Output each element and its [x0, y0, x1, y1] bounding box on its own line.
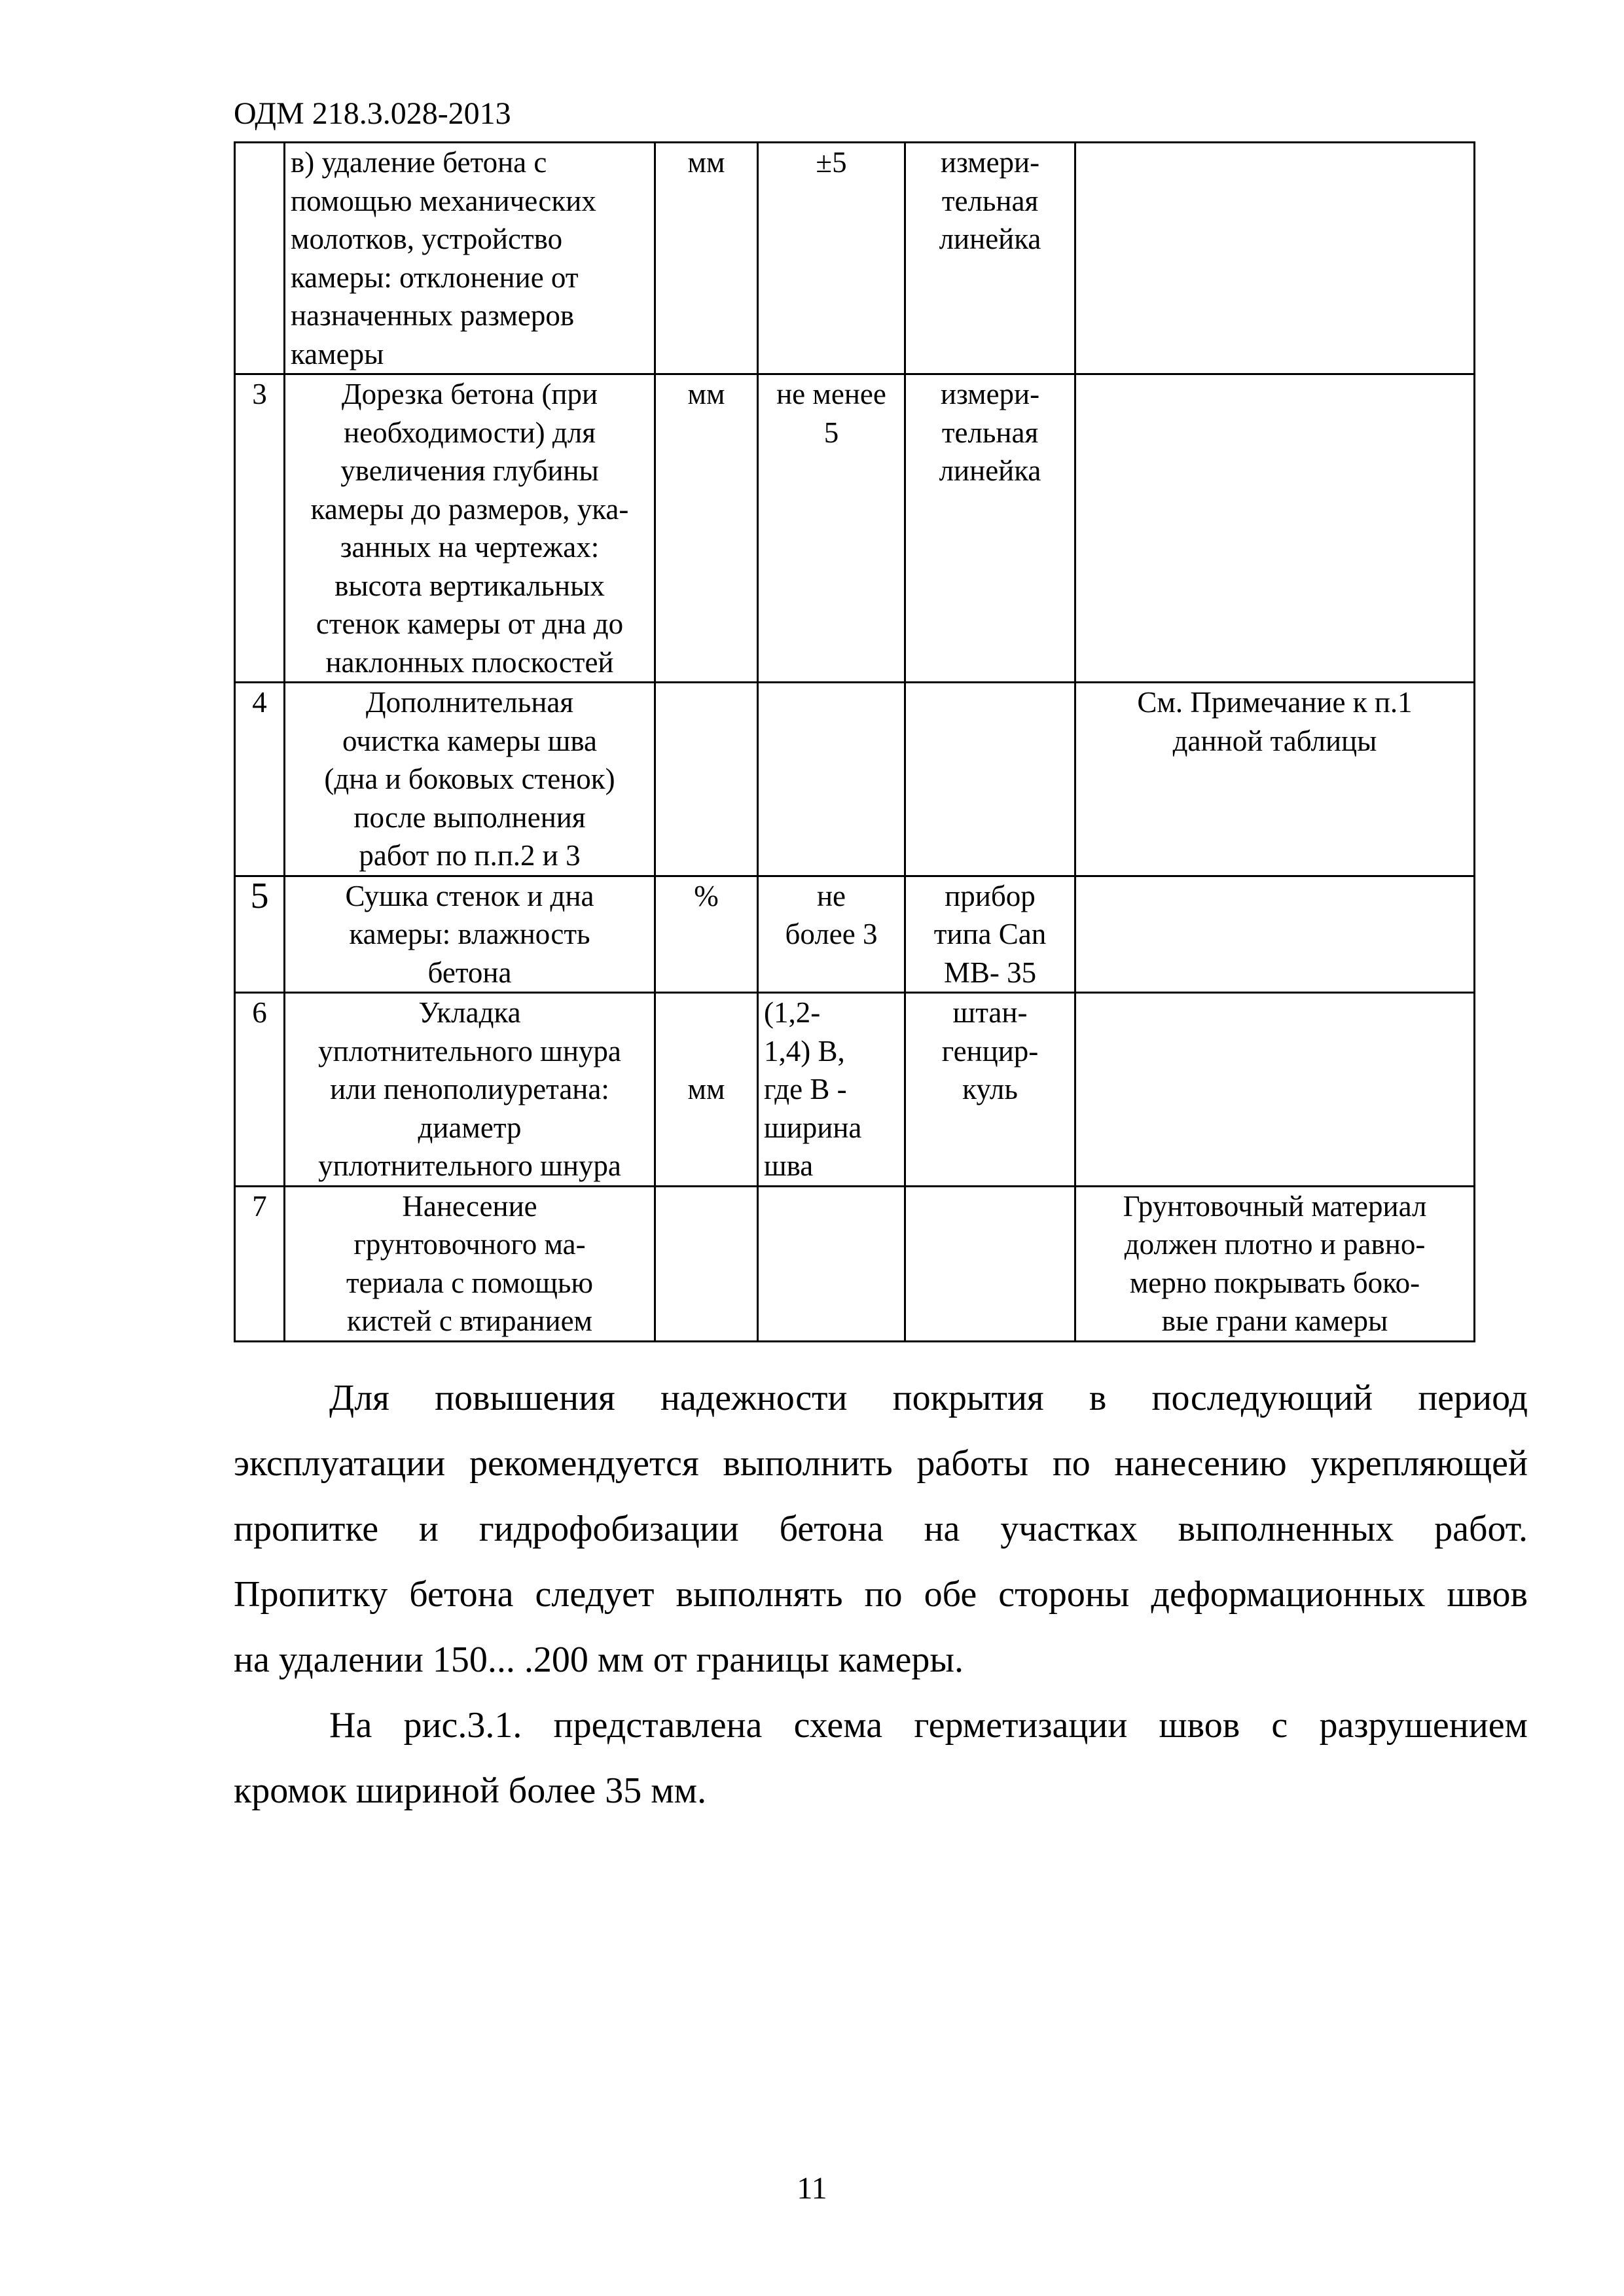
operation-description-cell-line: очистка камеры шва: [342, 724, 597, 757]
operation-description-cell-line: диаметр: [418, 1111, 522, 1144]
operation-description-cell-line: молотков, устройство: [291, 223, 563, 255]
control-tool-cell-line: типа Can: [933, 918, 1047, 950]
control-tool-cell-line: тельная: [941, 416, 1039, 449]
paragraph-reinforcing-impregnation: [234, 1365, 1528, 1693]
control-tool-cell-line: MB- 35: [943, 956, 1037, 989]
operation-description-cell-line: камеры: влажность: [349, 918, 590, 950]
operation-description-cell-line: грунтовочного ма-: [353, 1228, 586, 1261]
operation-description-cell-line: Укладка: [418, 996, 521, 1029]
control-tool-cell: [905, 143, 1075, 374]
operation-description-cell-line: бетона: [427, 956, 512, 989]
operation-description-cell-line: териала с помощью: [346, 1266, 593, 1299]
row-number-cell: [235, 143, 285, 374]
row-number: 6: [252, 996, 267, 1029]
paragraph-figure-reference: [234, 1693, 1528, 1823]
operation-description-cell-line: Дополнительная: [365, 686, 574, 719]
control-tool-cell: [905, 876, 1075, 993]
row-number-cell: [235, 1186, 285, 1341]
operation-description-cell-line: увеличения глубины: [340, 454, 599, 487]
operation-description-cell: [285, 1186, 655, 1341]
operation-description-cell-line: камеры: [291, 337, 384, 370]
tolerance-value-cell: [758, 1186, 905, 1341]
table-row: [235, 1186, 1475, 1341]
table-row: [235, 143, 1475, 374]
paragraph-line: на удалении 150... .200 мм от границы камеры.: [234, 1640, 964, 1680]
row-number-cell: [235, 683, 285, 876]
control-tool-cell-line: линейка: [939, 454, 1041, 487]
specification-table: [234, 141, 1475, 1342]
paragraph-line: Для повышения надежности покрытия в последующий период: [329, 1378, 1528, 1418]
unit-value: %: [694, 879, 719, 912]
note-cell: [1075, 993, 1475, 1187]
tolerance-value-cell-line: (1,2-: [764, 996, 821, 1029]
paragraph-line: На рис.3.1. представлена схема герметизации швов с разрушением: [329, 1705, 1528, 1746]
operation-description-cell-line: необходимости) для: [344, 416, 596, 449]
unit-cell: [655, 993, 758, 1187]
note-cell: [1075, 374, 1475, 683]
note-cell-line: Грунтовочный материал: [1123, 1189, 1427, 1223]
unit-value: мм: [687, 146, 725, 179]
row-number: 7: [252, 1189, 267, 1223]
operation-description-cell: [285, 683, 655, 876]
operation-description-cell-line: камеры до размеров, ука-: [310, 492, 629, 526]
page-number: 11: [797, 2171, 827, 2206]
tolerance-value-cell-line: ±5: [816, 146, 847, 179]
row-number-cell: [235, 876, 285, 993]
tolerance-value-cell: [758, 374, 905, 683]
paragraph-line: эксплуатации рекомендуется выполнить работы по нанесению укрепляющей: [234, 1443, 1528, 1484]
operation-description-cell-line: камеры: отклонение от: [291, 260, 579, 294]
tolerance-value-cell-line: не: [816, 879, 846, 912]
tolerance-value-cell-line: более 3: [785, 918, 878, 950]
control-tool-cell: [905, 1186, 1075, 1341]
operation-description-cell-line: работ по п.п.2 и 3: [359, 839, 581, 872]
operation-description-cell-line: наклонных плоскостей: [325, 645, 614, 679]
note-cell-line: мерно покрывать боко-: [1129, 1266, 1420, 1299]
operation-description-cell-line: уплотнительного шнура: [318, 1149, 621, 1182]
table-row: [235, 374, 1475, 683]
operation-description-cell-line: Нанесение: [402, 1189, 537, 1223]
note-cell-line: См. Примечание к п.1: [1137, 686, 1413, 719]
unit-cell: [655, 374, 758, 683]
unit-cell: [655, 143, 758, 374]
operation-description-cell: [285, 143, 655, 374]
row-number-cell: [235, 374, 285, 683]
unit-cell: [655, 876, 758, 993]
control-tool-cell-line: измери-: [940, 146, 1040, 179]
tolerance-value-cell: [758, 143, 905, 374]
tolerance-value-cell-line: не менее: [776, 378, 886, 410]
unit-cell: [655, 683, 758, 876]
tolerance-value-cell: [758, 993, 905, 1187]
operation-description-cell: [285, 374, 655, 683]
note-cell: [1075, 1186, 1475, 1341]
control-tool-cell: [905, 374, 1075, 683]
note-cell: [1075, 876, 1475, 993]
operation-description-cell-line: (дна и боковых стенок): [324, 762, 615, 795]
operation-description-cell-line: Дорезка бетона (при: [341, 378, 598, 410]
tolerance-value-cell-line: ширина: [764, 1111, 862, 1144]
operation-description-cell: [285, 876, 655, 993]
table-row: [235, 993, 1475, 1187]
control-tool-cell-line: штан-: [952, 996, 1028, 1029]
operation-description-cell-line: в) удаление бетона с: [291, 146, 547, 179]
row-number-cell: [235, 993, 285, 1187]
control-tool-cell: [905, 993, 1075, 1187]
unit-value: мм: [687, 378, 725, 410]
note-cell-line: должен плотно и равно-: [1124, 1228, 1426, 1261]
control-tool-cell-line: линейка: [939, 223, 1041, 255]
note-cell-line: данной таблицы: [1172, 724, 1377, 757]
document-code-header: ОДМ 218.3.028-2013: [234, 96, 511, 131]
note-cell: [1075, 683, 1475, 876]
paragraph-line: пропитке и гидрофобизации бетона на участках выполненных работ.: [234, 1509, 1528, 1549]
operation-description-cell-line: помощью механических: [291, 184, 596, 217]
operation-description-cell-line: стенок камеры от дна до: [316, 607, 624, 640]
operation-description-cell-line: уплотнительного шнура: [318, 1034, 621, 1067]
paragraph-line: кромок шириной более 35 мм.: [234, 1770, 707, 1811]
operation-description-cell-line: назначенных размеров: [291, 299, 575, 332]
control-tool-cell-line: генцир-: [941, 1034, 1039, 1067]
table-row: [235, 683, 1475, 876]
operation-description-cell-line: после выполнения: [353, 800, 586, 834]
control-tool-cell: [905, 683, 1075, 876]
operation-description-cell-line: или пенополиуретана:: [330, 1073, 609, 1105]
note-cell: [1075, 143, 1475, 374]
tolerance-value-cell-line: 5: [823, 416, 839, 449]
operation-description-cell-line: высота вертикальных: [334, 569, 605, 602]
tolerance-value-cell: [758, 683, 905, 876]
control-tool-cell-line: тельная: [941, 184, 1039, 217]
control-tool-cell-line: прибор: [945, 879, 1036, 912]
operation-description-cell-line: занных на чертежах:: [340, 531, 600, 564]
paragraph-line: Пропитку бетона следует выполнять по обе стороны деформационных швов: [234, 1574, 1528, 1615]
control-tool-cell-line: измери-: [940, 378, 1040, 410]
tolerance-value-cell-line: шва: [764, 1149, 814, 1182]
operation-description-cell-line: Сушка стенок и дна: [345, 879, 594, 912]
table-row: [235, 876, 1475, 993]
control-tool-cell-line: куль: [962, 1073, 1018, 1105]
row-number: 4: [252, 686, 267, 719]
unit-value: мм: [687, 1073, 725, 1105]
operation-description-cell-line: кистей с втиранием: [346, 1304, 593, 1337]
note-cell-line: вые грани камеры: [1161, 1304, 1388, 1337]
row-number: 5: [250, 876, 269, 916]
tolerance-value-cell-line: 1,4) В,: [764, 1034, 845, 1067]
tolerance-value-cell-line: где В -: [764, 1073, 847, 1105]
unit-cell: [655, 1186, 758, 1341]
row-number: 3: [252, 378, 267, 410]
operation-description-cell: [285, 993, 655, 1187]
tolerance-value-cell: [758, 876, 905, 993]
